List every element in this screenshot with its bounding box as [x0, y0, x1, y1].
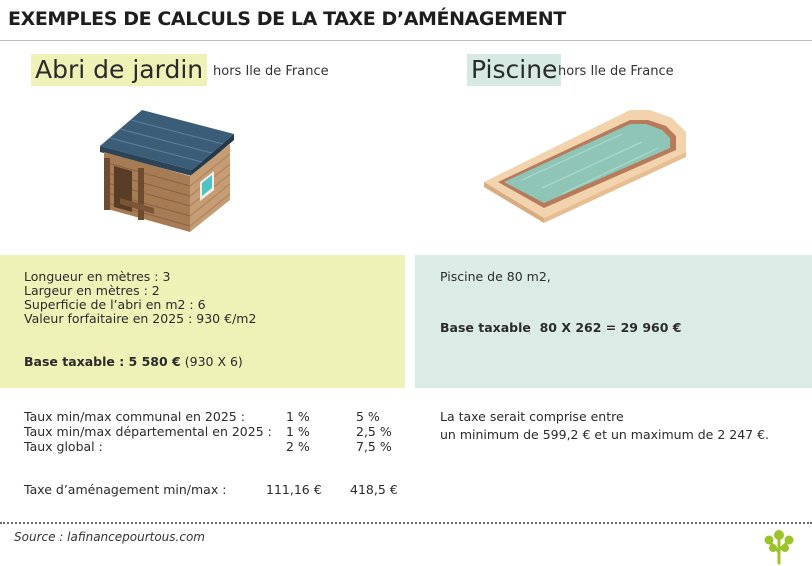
rate-min-global: 2 % [286, 439, 310, 454]
abri-detail-length: Longueur en mètres : 3 [24, 269, 171, 284]
rate-min-communal: 1 % [286, 409, 310, 424]
piscine-base-taxable [440, 321, 681, 335]
piscine-result-line1: La taxe serait comprise entre [440, 409, 624, 424]
rate-label-departemental: Taux min/max départemental en 2025 : [24, 424, 272, 439]
piscine-result-line2: un minimum de 599,2 € et un maximum de 2 247 €. [440, 427, 770, 442]
abri-base-calc: (930 X 6) [184, 354, 243, 369]
abri-base-taxable [24, 355, 243, 369]
rate-label-global: Taux global : [24, 439, 103, 454]
tax-min: 111,16 € [266, 482, 322, 497]
piscine-title: Piscine [467, 54, 561, 86]
source-credit: Source : lafinancepourtous.com [14, 530, 205, 544]
tax-label: Taxe d’aménagement min/max : [24, 482, 227, 497]
rate-min-departemental: 1 % [286, 424, 310, 439]
abri-detail-width: Largeur en mètres : 2 [24, 283, 160, 298]
piscine-detail: Piscine de 80 m2, [440, 269, 551, 284]
rate-label-communal: Taux min/max communal en 2025 : [24, 409, 245, 424]
piscine-base-label: Base taxable [440, 320, 531, 335]
abri-detail-value: Valeur forfaitaire en 2025 : 930 €/m2 [24, 311, 257, 326]
footer-divider [0, 522, 812, 524]
rate-max-global: 7,5 % [356, 439, 392, 454]
abri-base-label: Base taxable : 5 580 € [24, 354, 181, 369]
title-divider [0, 40, 812, 41]
abri-detail-surface: Superficie de l’abri en m2 : 6 [24, 297, 206, 312]
abri-title: Abri de jardin [31, 54, 207, 86]
abri-subtitle: hors Ile de France [213, 64, 329, 79]
swimming-pool-icon [482, 100, 692, 225]
tree-logo-icon [760, 528, 798, 564]
rate-max-communal: 5 % [356, 409, 380, 424]
page-title: EXEMPLES DE CALCULS DE LA TAXE D’AMÉNAGEMENT [8, 8, 566, 30]
rate-max-departemental: 2,5 % [356, 424, 392, 439]
tax-max: 418,5 € [350, 482, 398, 497]
garden-shed-icon [92, 100, 242, 240]
piscine-base-calc: 80 X 262 = 29 960 € [539, 320, 682, 335]
piscine-subtitle: hors Ile de France [558, 64, 674, 79]
